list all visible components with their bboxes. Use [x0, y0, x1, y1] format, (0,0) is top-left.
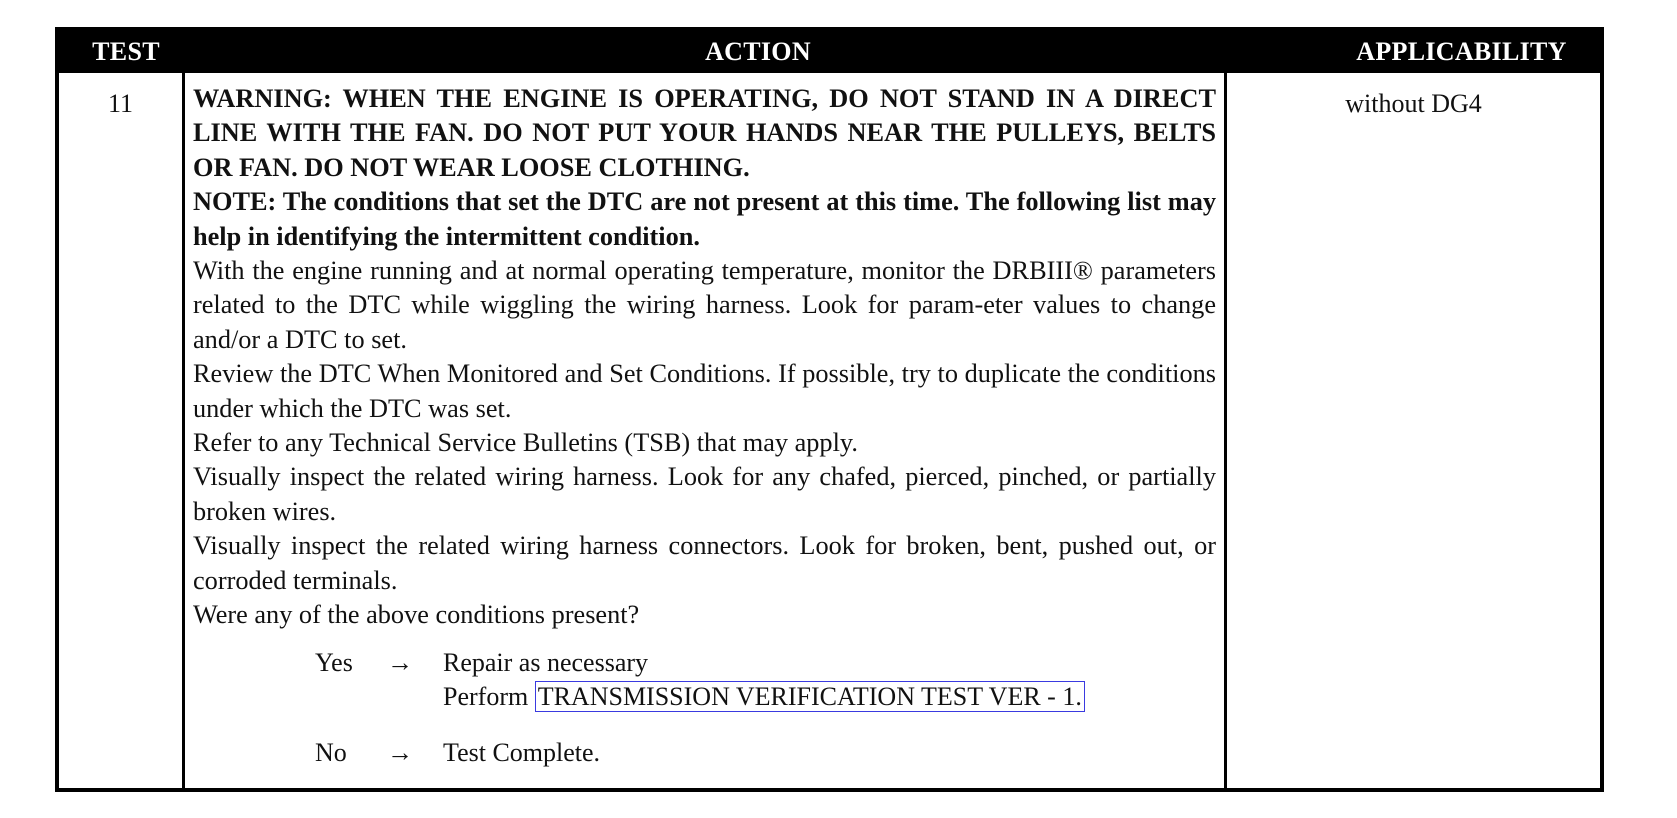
- applicability-value: without DG4: [1345, 89, 1482, 118]
- right-arrow-icon: →: [387, 648, 413, 677]
- test-number: 11: [107, 89, 134, 118]
- answer-yes-action: Repair as necessary: [443, 648, 649, 677]
- answer-no-label: No: [315, 738, 347, 767]
- perform-label: Perform: [443, 682, 529, 711]
- instruction-inspect-harness: Visually inspect the related wiring harness. Look for any chafed, pierced, pinched, or partially broken wires.: [193, 462, 1216, 526]
- warning-text: WARNING: WHEN THE ENGINE IS OPERATING, DO NOT STAND IN A DIRECT LINE WITH THE FAN. DO NOT PUT YOUR HANDS NEAR THE PULLEYS, BELTS OR FAN. DO NOT WEAR LOOSE CLOTHING.: [193, 84, 1216, 182]
- instruction-inspect-connectors: Visually inspect the related wiring harness connectors. Look for broken, bent, pushed out, or corroded terminals.: [193, 531, 1216, 595]
- column-divider-applicability: [1224, 73, 1227, 788]
- answer-yes-label: Yes: [315, 648, 353, 677]
- action-cell: [193, 82, 1216, 633]
- header-test: TEST: [92, 37, 160, 66]
- column-divider-test: [182, 73, 185, 788]
- right-arrow-icon: →: [387, 738, 413, 767]
- instruction-monitor: With the engine running and at normal operating temperature, monitor the DRBIII® parameters related to the DTC while wiggling the wiring harness. Look for param-eter values to change and/or a DTC to set.: [193, 256, 1216, 354]
- question-text: Were any of the above conditions present?: [193, 600, 640, 630]
- instruction-tsb: Refer to any Technical Service Bulletins (TSB) that may apply.: [193, 428, 858, 458]
- header-action: ACTION: [705, 37, 811, 66]
- header-applicability: APPLICABILITY: [1356, 37, 1567, 66]
- answer-no-action: Test Complete.: [443, 738, 601, 767]
- diagnostic-test-table: [55, 27, 1604, 792]
- transmission-verification-link[interactable]: TRANSMISSION VERIFICATION TEST VER - 1.: [535, 681, 1085, 712]
- instruction-review: Review the DTC When Monitored and Set Conditions. If possible, try to duplicate the conditions under which the DTC was set.: [193, 359, 1216, 423]
- table-header-row: [59, 31, 1600, 73]
- note-text: NOTE: The conditions that set the DTC are not present at this time. The following list may help in identifying the intermittent condition.: [193, 187, 1216, 251]
